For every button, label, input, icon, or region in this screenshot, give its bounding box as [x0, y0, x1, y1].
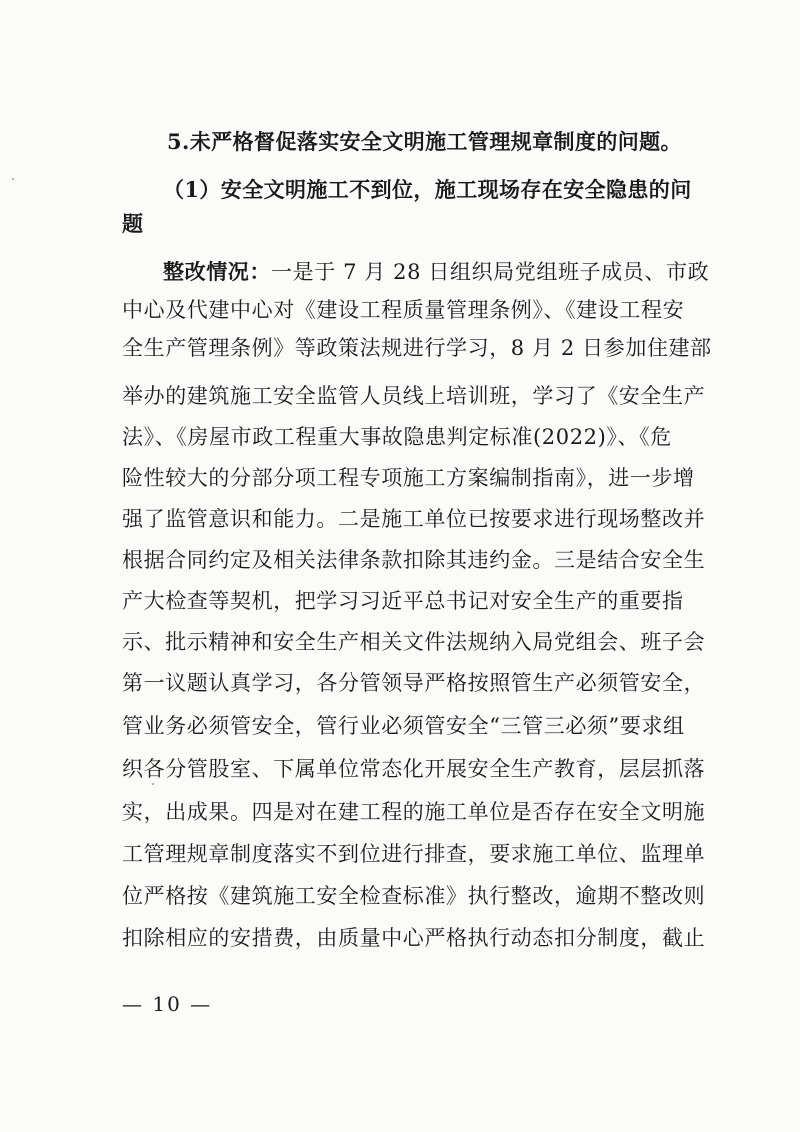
body-line-3: 举办的建筑施工安全监管人员线上培训班，学习了《安全生产	[122, 384, 706, 408]
body-line-15: 位严格按《建筑施工安全检查标准》执行整改，逾期不整改则	[122, 884, 706, 908]
body-line-0: 一是于 7 月 28 日组织局党组班子成员、市政	[271, 260, 710, 284]
body-line-10: 第一议题认真学习，各分管领导严格按照管生产必须管安全，	[122, 671, 706, 695]
body-first-line	[163, 258, 709, 286]
body-line-12: 织各分管股室、下属单位常态化开展安全生产教育，层层抓落	[122, 757, 706, 781]
subheading-line-2: 题	[122, 211, 144, 236]
body-line-9: 示、批示精神和安全生产相关文件法规纳入局党组会、班子会	[122, 630, 706, 654]
body-line-4: 法》、《房屋市政工程重大事故隐患判定标准(2022)》、《危	[122, 425, 672, 449]
body-line-7: 根据合同约定及相关法律条款扣除其违约金。三是结合安全生	[122, 548, 706, 572]
subheading-line-1: （1）安全文明施工不到位，施工现场存在安全隐患的问	[163, 177, 692, 202]
rectification-label: 整改情况：	[163, 259, 271, 284]
scan-speck	[12, 178, 14, 180]
body-line-14: 工管理规章制度落实不到位进行排查，要求施工单位、监理单	[122, 842, 706, 866]
body-line-8: 产大检查等契机，把学习习近平总书记对安全生产的重要指	[122, 589, 684, 613]
page-number: — 10 —	[122, 992, 213, 1016]
body-line-1: 中心及代建中心对《建设工程质量管理条例》、《建设工程安	[122, 298, 685, 322]
section-heading: 5.未严格督促落实安全文明施工管理规章制度的问题。	[167, 129, 682, 154]
body-line-16: 扣除相应的安措费，由质量中心严格执行动态扣分制度，截止	[122, 926, 706, 950]
scan-speck	[152, 783, 154, 785]
body-line-11: 管业务必须管安全，管行业必须管安全“三管三必须”要求组	[122, 714, 685, 738]
body-line-13: 实，出成果。四是对在建工程的施工单位是否存在安全文明施	[122, 800, 706, 824]
body-line-6: 强了监管意识和能力。二是施工单位已按要求进行现场整改并	[122, 507, 706, 531]
body-line-2: 全生产管理条例》等政策法规进行学习，8 月 2 日参加住建部	[122, 336, 712, 360]
body-line-5: 险性较大的分部分项工程专项施工方案编制指南》，进一步增	[122, 466, 695, 490]
